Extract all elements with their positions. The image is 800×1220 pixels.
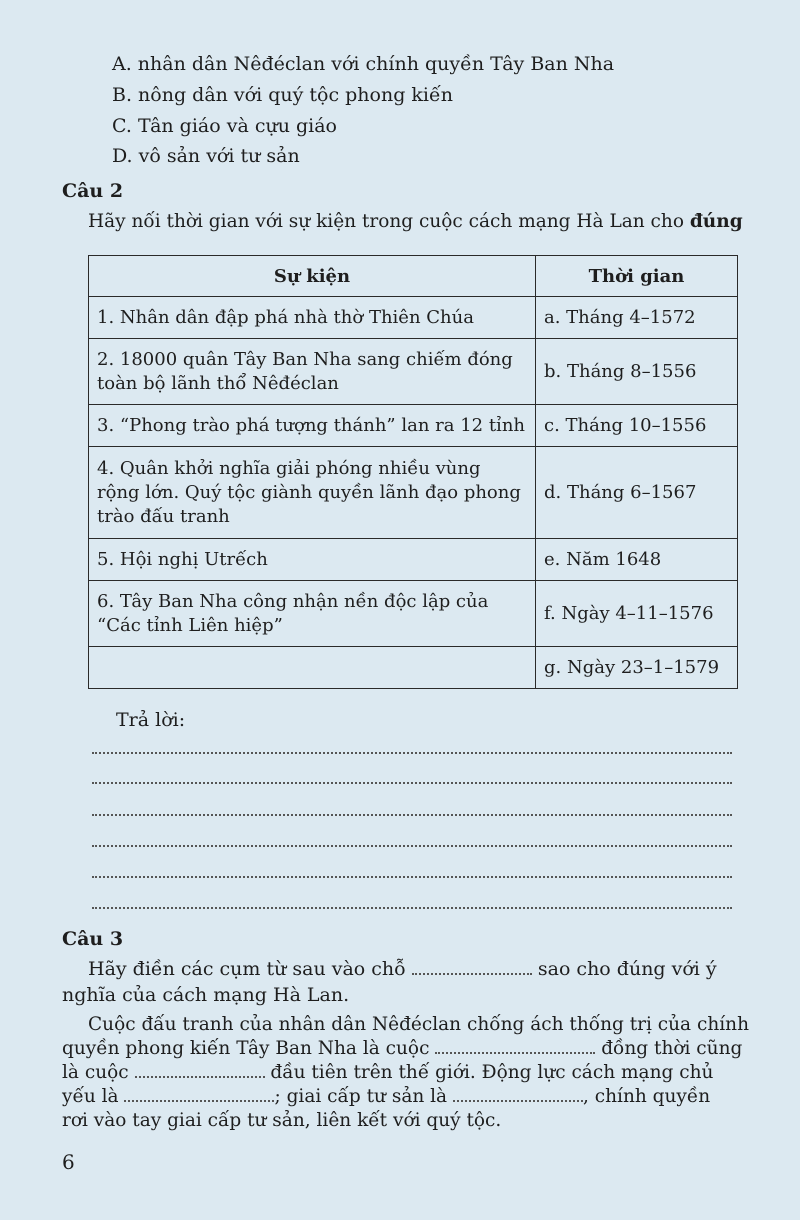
- instruction-text: Hãy điền các cụm từ sau vào chỗ: [88, 958, 406, 980]
- time-cell: a. Tháng 4–1572: [536, 297, 738, 339]
- paragraph-line: Cuộc đấu tranh của nhân dân Nêđéclan chống ách thống trị của chính: [88, 1014, 749, 1035]
- answer-label: Trả lời:: [116, 709, 186, 731]
- paragraph-text: đồng thời cũng: [601, 1038, 743, 1059]
- matching-table: [88, 255, 738, 689]
- question-3-instruction-cont: nghĩa của cách mạng Hà Lan.: [62, 984, 350, 1006]
- time-cell: d. Tháng 6–1567: [536, 447, 738, 539]
- answer-line[interactable]: [92, 907, 732, 909]
- event-cell: 2. 18000 quân Tây Ban Nha sang chiếm đóng toàn bộ lãnh thổ Nêđéclan: [89, 339, 536, 405]
- paragraph-line: [62, 1037, 742, 1061]
- question-3-title: Câu 3: [62, 928, 124, 950]
- table-row: [89, 539, 738, 581]
- paragraph-line: [62, 1085, 710, 1109]
- table-row: [89, 339, 738, 405]
- paragraph-text: yếu là: [62, 1086, 119, 1107]
- paragraph-line: rơi vào tay giai cấp tư sản, liên kết với quý tộc.: [62, 1110, 502, 1131]
- time-cell: b. Tháng 8–1556: [536, 339, 738, 405]
- event-cell: 1. Nhân dân đập phá nhà thờ Thiên Chúa: [89, 297, 536, 339]
- paragraph-text: , chính quyền: [582, 1086, 711, 1107]
- answer-line[interactable]: [92, 814, 732, 816]
- option-b: B. nông dân với quý tộc phong kiến: [112, 84, 453, 106]
- blank-4[interactable]: [453, 1086, 583, 1102]
- option-a: A. nhân dân Nêđéclan với chính quyền Tây Ban Nha: [112, 53, 615, 75]
- question-2-prompt-text: Hãy nối thời gian với sự kiện trong cuộc cách mạng Hà Lan cho: [88, 211, 684, 232]
- answer-line[interactable]: [92, 782, 732, 784]
- option-d: D. vô sản với tư sản: [112, 145, 300, 167]
- table-row: [89, 405, 738, 447]
- event-cell: 5. Hội nghị Utrếch: [89, 539, 536, 581]
- answer-line[interactable]: [92, 845, 732, 847]
- event-cell: [89, 647, 536, 689]
- question-2-prompt-bold: đúng: [689, 211, 743, 232]
- question-3-instruction: [88, 957, 717, 981]
- time-cell: g. Ngày 23–1–1579: [536, 647, 738, 689]
- question-2-title: Câu 2: [62, 180, 124, 202]
- table-row: [89, 647, 738, 689]
- blank-2[interactable]: [135, 1062, 265, 1078]
- table-row: [89, 447, 738, 539]
- answer-line[interactable]: [92, 876, 732, 878]
- table-header-row: [89, 256, 738, 297]
- blank-1[interactable]: [435, 1038, 595, 1054]
- paragraph-text: là cuộc: [62, 1062, 129, 1083]
- header-event: Sự kiện: [89, 256, 536, 297]
- event-cell: 4. Quân khởi nghĩa giải phóng nhiều vùng rộng lớn. Quý tộc giành quyền lãnh đạo phong trào đấu tranh: [89, 447, 536, 539]
- event-cell: 3. “Phong trào phá tượng thánh” lan ra 12 tỉnh: [89, 405, 536, 447]
- paragraph-text: đầu tiên trên thế giới. Động lực cách mạng chủ: [270, 1062, 714, 1083]
- paragraph-text: quyền phong kiến Tây Ban Nha là cuộc: [62, 1038, 430, 1059]
- table-row: [89, 297, 738, 339]
- blank-placeholder: [412, 959, 532, 975]
- table-row: [89, 581, 738, 647]
- header-time: Thời gian: [536, 256, 738, 297]
- answer-line[interactable]: [92, 752, 732, 754]
- time-cell: f. Ngày 4–11–1576: [536, 581, 738, 647]
- paragraph-line: [62, 1061, 713, 1085]
- blank-3[interactable]: [124, 1086, 274, 1102]
- event-cell: 6. Tây Ban Nha công nhận nền độc lập của “Các tỉnh Liên hiệp”: [89, 581, 536, 647]
- question-2-prompt: [88, 210, 743, 234]
- time-cell: e. Năm 1648: [536, 539, 738, 581]
- time-cell: c. Tháng 10–1556: [536, 405, 738, 447]
- paragraph-text: ; giai cấp tư sản là: [274, 1086, 448, 1107]
- option-c: C. Tân giáo và cựu giáo: [112, 115, 337, 137]
- page-number: 6: [62, 1150, 75, 1174]
- instruction-text: sao cho đúng với ý: [537, 958, 717, 980]
